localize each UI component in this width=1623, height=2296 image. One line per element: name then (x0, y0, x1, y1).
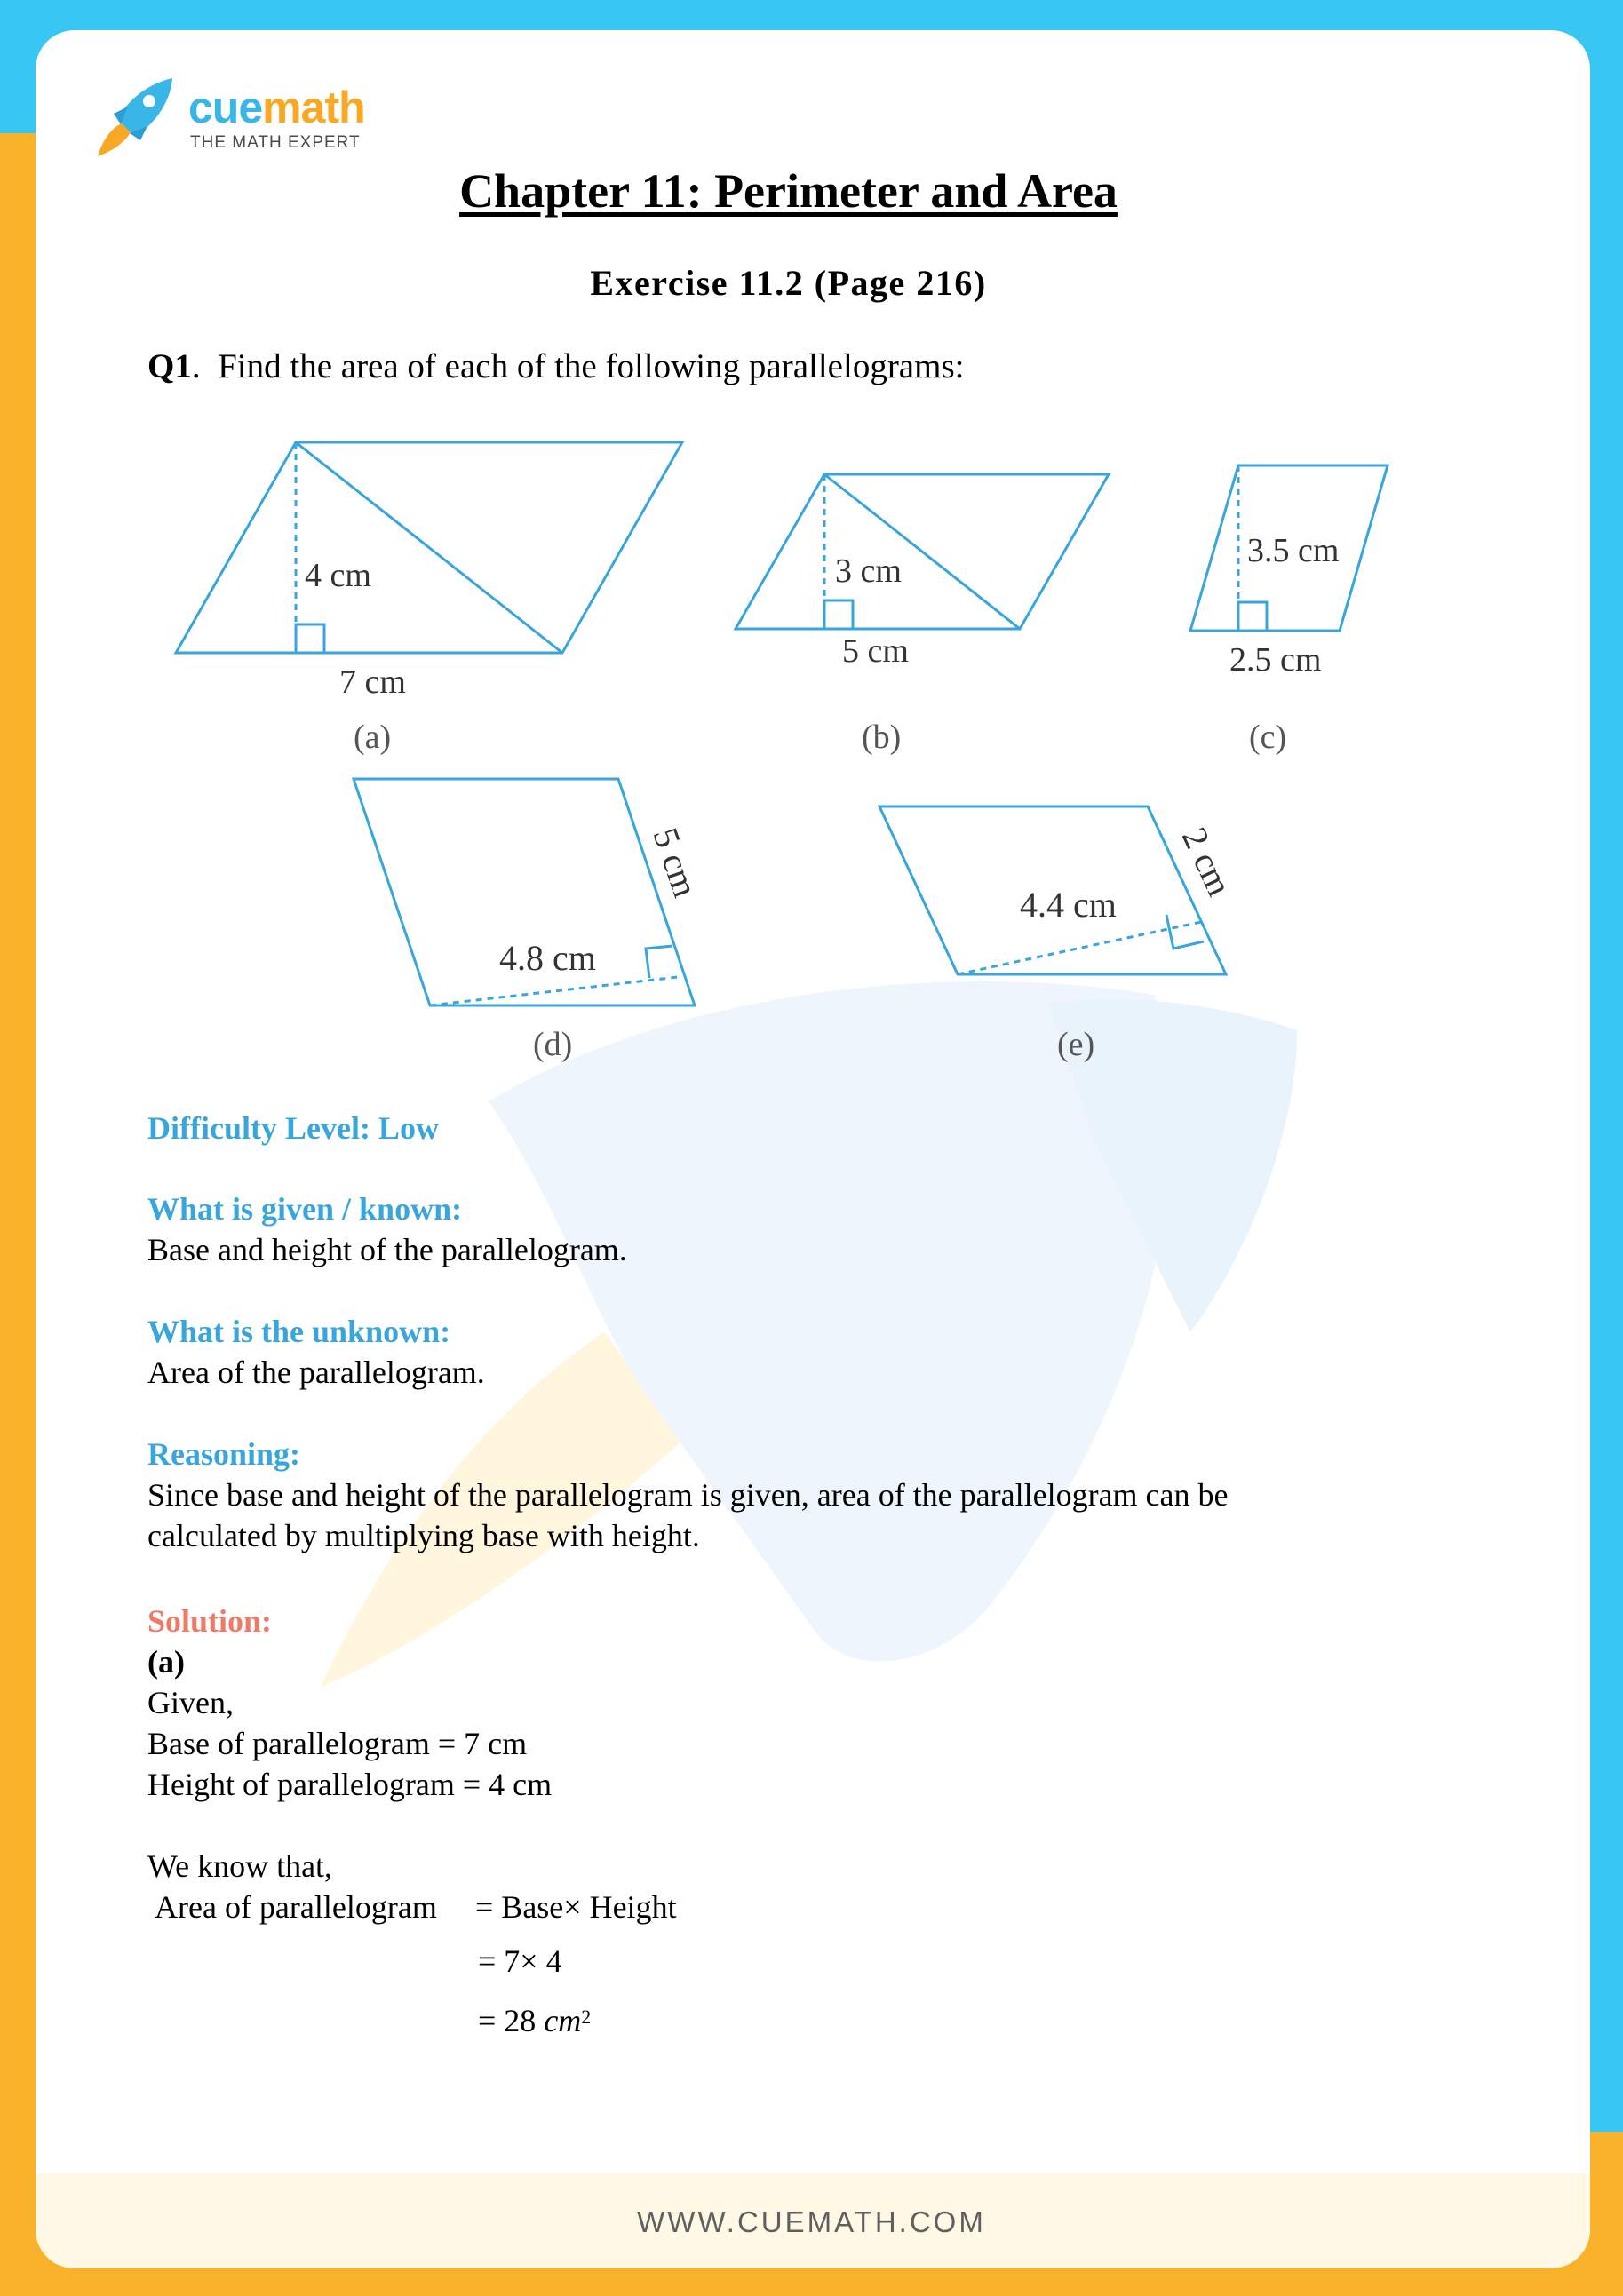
figure-b-height-label: 3 cm (835, 552, 902, 590)
figure-c-caption: (c) (1249, 719, 1287, 756)
figure-e-height-label: 4.4 cm (1020, 885, 1117, 925)
figure-c-base-label: 2.5 cm (1229, 641, 1322, 679)
figure-a (176, 442, 682, 756)
figure-a-caption: (a) (354, 719, 392, 756)
solution-given: Given, (147, 1685, 234, 1720)
given-text: Base and height of the parallelogram. (147, 1232, 627, 1267)
question-text: Q1. Find the area of each of the following parallelograms: (147, 347, 965, 385)
formula-lhs: Area of parallelogram (155, 1889, 437, 1925)
exercise-title: Exercise 11.2 (Page 216) (590, 263, 987, 303)
figure-a-height-label: 4 cm (305, 557, 371, 594)
unknown-heading: What is the unknown: (147, 1314, 451, 1349)
logo-tagline: THE MATH EXPERT (190, 133, 361, 152)
formula-step-1: = 7× 4 (478, 1943, 562, 1979)
figure-c (1190, 465, 1388, 756)
given-heading: What is given / known: (147, 1191, 463, 1227)
solution-heading: Solution: (147, 1603, 273, 1639)
parallelogram-figures (0, 0, 1623, 1084)
solution-base: Base of parallelogram = 7 cm (147, 1726, 528, 1761)
figure-d-height-label: 4.8 cm (499, 938, 596, 978)
unknown-text: Area of the parallelogram. (147, 1355, 485, 1390)
solution-height: Height of parallelogram = 4 cm (147, 1767, 553, 1802)
reasoning-line-1: Since base and height of the parallelogram is given, area of the parallelogram can be (147, 1477, 1229, 1513)
figure-d (354, 779, 706, 1063)
figure-e (879, 806, 1240, 1063)
figure-a-base-label: 7 cm (339, 663, 406, 701)
formula-step-2: = 28 $cm^2$ (478, 2003, 592, 2038)
difficulty-level: Difficulty Level: Low (147, 1110, 439, 1146)
figure-b-caption: (b) (862, 719, 902, 756)
footer-url-link[interactable]: WWW.CUEMATH.COM (637, 2205, 986, 2238)
formula-rhs: = Base× Height (475, 1889, 677, 1925)
figure-b (736, 474, 1109, 756)
reasoning-heading: Reasoning: (147, 1436, 301, 1472)
solution-part-label: (a) (147, 1644, 185, 1680)
figure-e-base-label: 2 cm (1173, 821, 1240, 902)
logo-wordmark: cuemath (188, 83, 365, 132)
reasoning-line-2: calculated by multiplying base with height. (147, 1518, 700, 1553)
solution-we-know: We know that, (147, 1848, 333, 1884)
figure-c-height-label: 3.5 cm (1247, 532, 1340, 569)
chapter-title: Chapter 11: Perimeter and Area (459, 164, 1118, 218)
figure-d-base-label: 5 cm (645, 822, 706, 902)
figure-b-base-label: 5 cm (842, 632, 909, 670)
figure-e-caption: (e) (1057, 1026, 1095, 1063)
figure-d-caption: (d) (533, 1026, 573, 1063)
